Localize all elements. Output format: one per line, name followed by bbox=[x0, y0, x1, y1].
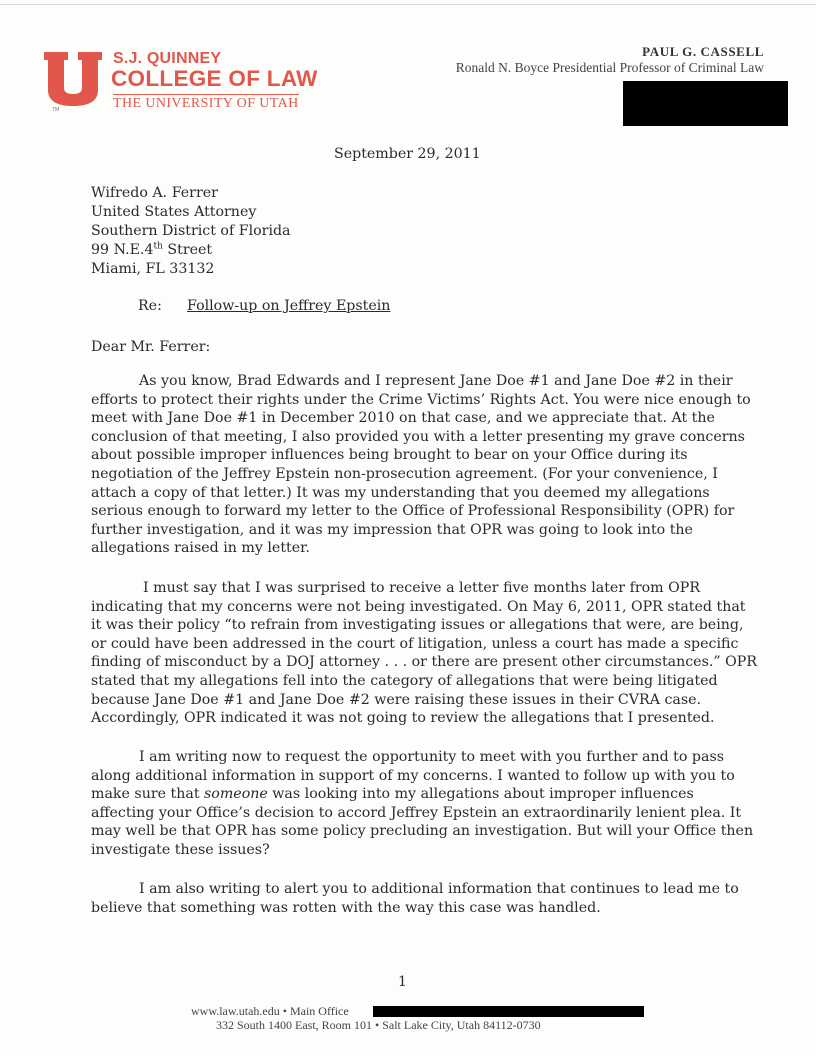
paragraph-line: I am also writing to alert you to additional information that continues to lead me to bbox=[139, 881, 739, 897]
paragraph-line: meet with Jane Doe #1 in December 2010 on that case, and we appreciate that. At the bbox=[91, 410, 715, 427]
paragraph-line: Accordingly, OPR indicated it was not going to review the allegations that I presented. bbox=[91, 710, 715, 727]
redaction-block-footer bbox=[373, 1006, 644, 1017]
paragraph-line: efforts to protect their rights under the Crime Victims’ Rights Act. You were nice enough to bbox=[91, 391, 751, 408]
body-paragraph-4 bbox=[91, 880, 739, 917]
paragraph-line: indicating that my concerns were not being investigated. On May 6, 2011, OPR stated that bbox=[91, 598, 746, 615]
body-paragraph-1 bbox=[91, 372, 751, 558]
paragraph-line: allegations raised in my letter. bbox=[91, 540, 310, 557]
paragraph-line: further investigation, and it was my impression that OPR was going to look into the bbox=[91, 521, 693, 538]
page-number: 1 bbox=[398, 974, 407, 990]
emphasis-someone: someone bbox=[204, 786, 268, 803]
paragraph-line: it was their policy “to refrain from investigating issues or allegations that were, are being, bbox=[91, 617, 744, 634]
paragraph-line bbox=[91, 785, 721, 804]
re-subject: Follow-up on Jeffrey Epstein bbox=[187, 298, 391, 314]
paragraph-line: along additional information in support of my concerns. I wanted to follow up with you to bbox=[91, 767, 735, 784]
logo-text-university: THE UNIVERSITY OF UTAH bbox=[113, 96, 299, 111]
paragraph-line: serious enough to forward my letter to the Office of Professional Responsibility (OPR) for bbox=[91, 503, 735, 520]
recipient-city: Miami, FL 33132 bbox=[91, 261, 215, 277]
university-u-logo-icon bbox=[44, 52, 102, 106]
paragraph-line: I must say that I was surprised to receive a letter five months later from OPR bbox=[143, 580, 700, 596]
logo-text-quinney: S.J. QUINNEY bbox=[113, 50, 222, 67]
recipient-name: Wifredo A. Ferrer bbox=[91, 185, 218, 201]
paragraph-line: believe that something was rotten with the way this case was handled. bbox=[91, 899, 601, 916]
paragraph-line: may well be that OPR has some policy precluding an investigation. But will your Office then bbox=[91, 823, 754, 840]
paragraph-line: because Jane Doe #1 and Jane Doe #2 were raising these issues in their CVRA case. bbox=[91, 691, 702, 708]
recipient-address bbox=[91, 184, 291, 279]
top-rule bbox=[0, 4, 816, 5]
trademark-mark: TM bbox=[52, 107, 60, 113]
street-ordinal: th bbox=[153, 241, 163, 252]
recipient-title: United States Attorney bbox=[91, 204, 257, 220]
paragraph-line: stated that my allegations fell into the category of allegations that were being litigated bbox=[91, 672, 718, 689]
paragraph-text: was looking into my allegations about improper influences bbox=[267, 786, 694, 803]
re-label: Re: bbox=[138, 298, 162, 314]
salutation: Dear Mr. Ferrer: bbox=[91, 339, 211, 355]
paragraph-line: about possible improper influences being brought to bear on your Office during its bbox=[91, 447, 688, 464]
redaction-block-contact bbox=[623, 81, 788, 126]
paragraph-line: I am writing now to request the opportunity to meet with you further and to pass bbox=[139, 749, 725, 765]
paragraph-line: finding of misconduct by a DOJ attorney . . . or there are present other circumstances.” OPR bbox=[91, 654, 757, 671]
street-number: 99 N.E.4 bbox=[91, 242, 154, 258]
sender-name: PAUL G. CASSELL bbox=[642, 44, 764, 59]
paragraph-line: investigate these issues? bbox=[91, 841, 270, 858]
body-paragraph-2 bbox=[91, 579, 757, 728]
recipient-district: Southern District of Florida bbox=[91, 223, 291, 239]
paragraph-text: make sure that bbox=[91, 786, 205, 803]
logo-divider bbox=[113, 94, 299, 95]
paragraph-line: conclusion of that meeting, I also provided you with a letter presenting my grave concerns bbox=[91, 428, 745, 445]
body-paragraph-3 bbox=[91, 748, 754, 860]
paragraph-line: affecting your Office’s decision to accord Jeffrey Epstein an extraordinarily lenient plea. It bbox=[91, 804, 742, 821]
logo-text-college-of-law: COLLEGE OF LAW bbox=[111, 66, 318, 91]
recipient-street bbox=[91, 241, 291, 260]
paragraph-line: attach a copy of that letter.) It was my understanding that you deemed my allegations bbox=[91, 484, 710, 501]
paragraph-line: As you know, Brad Edwards and I represent Jane Doe #1 and Jane Doe #2 in their bbox=[139, 373, 733, 389]
paragraph-line: or could have been addressed in the court of litigation, unless a court has made a specific bbox=[91, 635, 739, 652]
street-name: Street bbox=[162, 242, 213, 258]
sender-title: Ronald N. Boyce Presidential Professor of Criminal Law bbox=[455, 60, 764, 75]
footer-line-1: www.law.utah.edu • Main Office bbox=[191, 1004, 349, 1018]
footer-line-2: 332 South 1400 East, Room 101 • Salt Lake City, Utah 84112-0730 bbox=[216, 1018, 541, 1032]
letter-date: September 29, 2011 bbox=[334, 146, 481, 162]
paragraph-line: negotiation of the Jeffrey Epstein non-prosecution agreement. (For your convenience, I bbox=[91, 465, 718, 482]
